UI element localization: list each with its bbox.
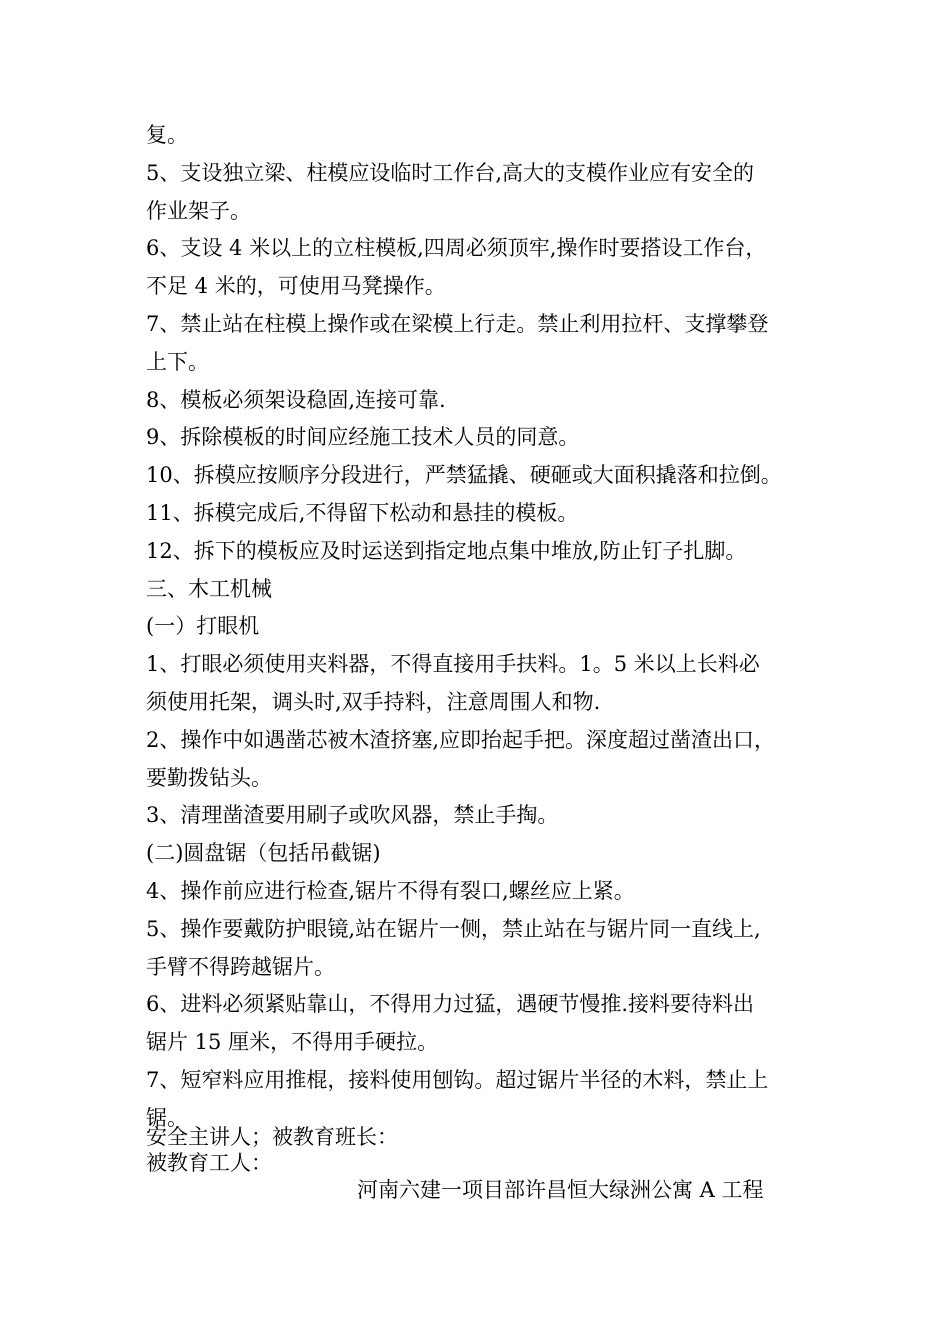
- body-text: [146, 117, 816, 1138]
- text-line: 10、拆模应按顺序分段进行，严禁猛撬、硬砸或大面积撬落和拉倒。: [146, 463, 782, 488]
- text-line: 须使用托架，调头时,双手持料，注意周围人和物.: [146, 689, 601, 714]
- text-line: 8、模板必须架设稳固,连接可靠.: [146, 387, 446, 412]
- workers-line: 被教育工人：: [146, 1151, 272, 1175]
- text-line: 不足 4 米的，可使用马凳操作。: [146, 274, 446, 299]
- lecturer-line: 安全主讲人；被教育班长：: [146, 1125, 398, 1149]
- project-footer: 河南六建一项目部许昌恒大绿洲公寓 A 工程: [357, 1178, 764, 1202]
- subsection-heading: (二)圆盘锯（包括吊截锯): [146, 841, 381, 866]
- text-line: 复。: [146, 123, 188, 147]
- text-line: 手臂不得跨越锯片。: [146, 954, 335, 979]
- signature-block: [146, 1124, 816, 1176]
- text-line: 7、短窄料应用推棍，接料使用刨钩。超过锯片半径的木料，禁止上: [146, 1067, 769, 1092]
- text-line: 7、禁止站在柱模上操作或在梁模上行走。禁止利用拉杆、支撑攀登: [146, 311, 769, 336]
- text-line: 1、打眼必须使用夹料器，不得直接用手扶料。1。5 米以上长料必: [146, 652, 760, 677]
- text-line: 11、拆模完成后,不得留下松动和悬挂的模板。: [146, 500, 579, 525]
- text-line: 锯片 15 厘米，不得用手硬拉。: [146, 1030, 439, 1055]
- text-line: 锯。: [146, 1105, 188, 1130]
- text-line: 6、进料必须紧贴靠山，不得用力过猛，遇硬节慢推.接料要待料出: [146, 992, 755, 1017]
- text-line: 6、支设 4 米以上的立柱模板,四周必须顶牢,操作时要搭设工作台，: [146, 236, 767, 261]
- subsection-heading: (一）打眼机: [146, 614, 260, 639]
- text-line: 要勤拨钻头。: [146, 765, 272, 790]
- section-heading: 三、木工机械: [146, 576, 272, 601]
- text-line: 5、支设独立梁、柱模应设临时工作台,高大的支模作业应有安全的: [146, 160, 755, 185]
- text-line: 3、清理凿渣要用刷子或吹风器，禁止手掏。: [146, 803, 559, 828]
- text-line: 12、拆下的模板应及时运送到指定地点集中堆放,防止钉子扎脚。: [146, 538, 747, 563]
- text-line: 4、操作前应进行检查,锯片不得有裂口,螺丝应上紧。: [146, 878, 635, 903]
- text-line: 2、操作中如遇凿芯被木渣挤塞,应即抬起手把。深度超过凿渣出口，: [146, 727, 776, 752]
- text-line: 5、操作要戴防护眼镜,站在锯片一侧，禁止站在与锯片同一直线上,: [146, 916, 761, 941]
- text-line: 9、拆除模板的时间应经施工技术人员的同意。: [146, 425, 580, 450]
- text-line: 作业架子。: [146, 198, 251, 223]
- text-line: 上下。: [146, 349, 209, 374]
